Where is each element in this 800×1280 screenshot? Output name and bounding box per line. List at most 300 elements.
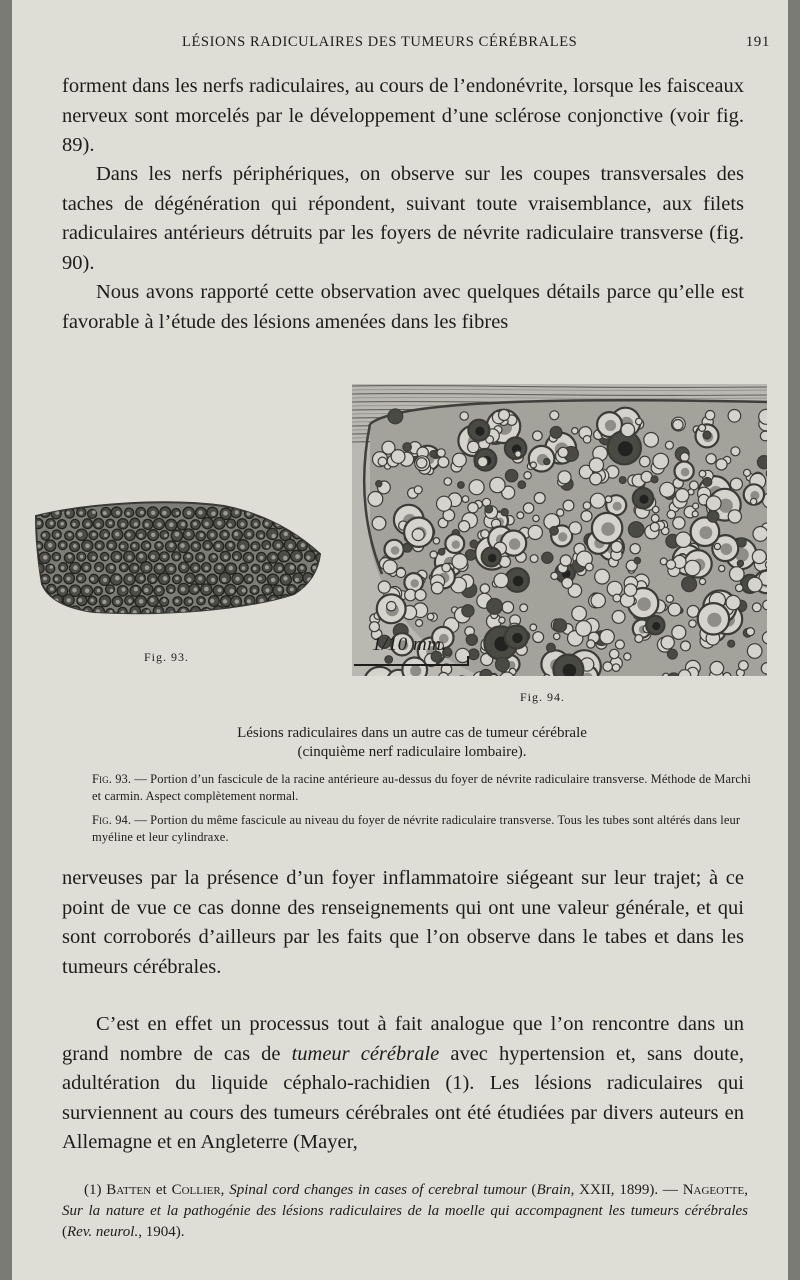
nerve-fiber-cell <box>612 611 625 624</box>
nerve-fiber-cell <box>288 544 293 549</box>
nerve-fiber-cell <box>163 555 167 559</box>
nerve-fiber-cell <box>378 581 390 593</box>
nerve-fiber-cell <box>315 529 324 540</box>
nerve-fiber-cell <box>91 577 95 581</box>
nerve-fiber-cell <box>156 609 160 613</box>
nerve-fiber-cell <box>550 427 562 439</box>
nerve-fiber-cell <box>391 450 405 464</box>
nerve-fiber-cell <box>636 418 643 425</box>
nerve-fiber-cell <box>318 533 322 537</box>
nerve-fiber-cell <box>218 588 222 592</box>
nerve-fiber-cell <box>763 600 767 610</box>
nerve-fiber-cell <box>431 582 443 594</box>
nerve-fiber-cell <box>635 635 643 643</box>
nerve-fiber-cell <box>134 587 138 591</box>
nerve-fiber-cell <box>534 493 545 504</box>
nerve-fiber-cell <box>150 598 154 602</box>
nerve-fiber-cell <box>210 599 214 603</box>
nerve-fiber-cell <box>281 509 290 518</box>
nerve-fiber-cell <box>533 515 539 521</box>
nerve-fiber-cell <box>121 545 125 549</box>
nerve-fiber-cell <box>469 480 484 495</box>
nerve-fiber-cell <box>634 557 640 563</box>
nerve-fiber-cell <box>551 572 558 579</box>
nerve-fiber-cell <box>453 453 467 467</box>
nerve-fiber-cell <box>122 565 126 569</box>
footnote <box>62 1180 748 1243</box>
nerve-fiber-cell <box>296 512 300 516</box>
nerve-fiber-cell <box>116 511 120 515</box>
nerve-fiber-cell <box>490 477 505 492</box>
nerve-fiber-cell <box>37 521 41 525</box>
nerve-fiber-cell <box>301 543 305 547</box>
nerve-fiber-cell <box>666 560 675 569</box>
figure-93-note-text: — Portion d’un fascicule de la racine antérieure au-dessus du foyer de névrite radiculaire transverse. Méthode de Marchi et carmin. Aspect complètement normal. <box>92 772 751 803</box>
nerve-fiber-cell <box>262 607 271 616</box>
nerve-fiber-cell <box>181 565 185 569</box>
nerve-fiber-cell <box>205 566 209 570</box>
nerve-fiber-cell <box>309 606 319 616</box>
nerve-fiber-cell <box>271 511 276 516</box>
page-number: 191 <box>745 34 770 50</box>
nerve-fiber-cell <box>512 633 522 643</box>
nerve-fiber-cell <box>226 609 235 618</box>
nerve-fiber-cell <box>610 649 619 658</box>
nerve-fiber-cell <box>157 565 161 569</box>
header-title: LÉSIONS RADICULAIRES DES TUMEURS CÉRÉBRALES <box>182 34 578 50</box>
caption-line-1: Lésions radiculaires dans un autre cas de tumeur cérébrale <box>237 725 587 741</box>
nerve-fiber-cell <box>110 566 114 570</box>
nerve-fiber-cell <box>229 543 233 547</box>
nerve-fiber-cell <box>613 502 622 511</box>
nerve-fiber-cell <box>55 577 58 580</box>
nerve-fiber-cell <box>128 577 132 581</box>
nerve-fiber-cell <box>499 617 505 623</box>
nerve-fiber-cell <box>299 520 308 529</box>
nerve-fiber-cell <box>452 540 460 548</box>
nerve-fiber-cell <box>444 478 452 486</box>
nerve-fiber-cell <box>707 511 719 523</box>
nerve-fiber-cell <box>681 641 691 651</box>
nerve-fiber-cell <box>211 512 215 516</box>
nerve-fiber-cell <box>716 459 727 470</box>
nerve-fiber-cell <box>248 577 252 581</box>
nerve-fiber-cell <box>278 587 282 591</box>
nerve-fiber-cell <box>100 552 108 560</box>
nerve-fiber-cell <box>265 522 269 526</box>
nerve-fiber-cell <box>187 578 191 582</box>
nerve-fiber-cell <box>452 554 467 569</box>
nerve-fiber-cell <box>692 511 698 517</box>
nerve-fiber-cell <box>651 514 659 522</box>
nerve-fiber-cell <box>283 576 287 580</box>
nerve-fiber-cell <box>750 498 756 504</box>
nerve-fiber-cell <box>680 453 689 462</box>
nerve-fiber-cell <box>731 447 740 456</box>
nerve-fiber-cell <box>295 554 300 559</box>
nerve-fiber-cell <box>672 625 686 639</box>
nerve-fiber-cell <box>314 587 318 591</box>
nerve-fiber-cell <box>50 521 54 525</box>
nerve-fiber-cell <box>478 457 488 467</box>
nerve-fiber-cell <box>146 544 150 548</box>
nerve-fiber-cell <box>290 588 294 592</box>
nerve-fiber-cell <box>624 584 636 596</box>
nerve-fiber-cell <box>320 511 323 514</box>
nerve-fiber-cell <box>241 611 245 615</box>
nerve-fiber-cell <box>68 533 72 537</box>
nerve-fiber-cell <box>80 555 84 559</box>
nerve-fiber-cell <box>653 453 669 469</box>
nerve-fiber-cell <box>90 599 94 603</box>
nerve-fiber-cell <box>563 500 574 511</box>
nerve-fiber-cell <box>265 565 269 569</box>
figure-93-label: Fig. 93. <box>144 650 190 664</box>
nerve-fiber-cell <box>313 611 317 615</box>
nerve-fiber-cell <box>666 595 673 602</box>
nerve-fiber-cell <box>673 517 685 529</box>
nerve-fiber-cell <box>283 510 287 514</box>
nerve-fiber-cell <box>668 649 678 659</box>
nerve-fiber-cell <box>693 503 699 509</box>
nerve-fiber-cell <box>699 578 705 584</box>
footnote-sep-1: , <box>220 1182 230 1198</box>
nerve-fiber-cell <box>760 431 767 441</box>
paragraph-3: Nous avons rapporté cette observation avec quelques détails parce qu’elle est favorable à l’étude des lésions amenées dans les fibres <box>62 281 744 333</box>
nerve-fiber-cell <box>307 600 311 604</box>
nerve-fiber-cell <box>139 599 144 604</box>
nerve-fiber-cell <box>88 509 97 518</box>
nerve-fiber-cell <box>501 509 508 516</box>
nerve-fiber-cell <box>85 566 89 570</box>
nerve-fiber-cell <box>515 451 521 457</box>
nerve-fiber-cell <box>562 578 573 589</box>
nerve-fiber-cell <box>72 610 76 614</box>
running-header <box>12 34 788 56</box>
nerve-fiber-cell <box>217 521 222 526</box>
nerve-fiber-cell <box>110 589 113 592</box>
nerve-fiber-cell <box>554 633 560 639</box>
nerve-fiber-cell <box>198 576 202 580</box>
nerve-fiber-cell <box>45 606 56 617</box>
nerve-fiber-cell <box>175 532 180 537</box>
nerve-fiber-cell <box>254 522 258 526</box>
footnote-journal-2: Rev. neurol. <box>67 1224 139 1240</box>
nerve-fiber-cell <box>682 577 697 592</box>
nerve-fiber-cell <box>109 544 113 548</box>
nerve-fiber-cell <box>228 523 232 527</box>
nerve-fiber-cell <box>676 489 689 502</box>
nerve-fiber-cell <box>127 512 131 516</box>
nerve-fiber-cell <box>235 577 239 581</box>
nerve-fiber-cell <box>104 533 108 537</box>
nerve-fiber-cell <box>496 658 510 672</box>
nerve-fiber-cell <box>652 622 660 630</box>
nerve-fiber-cell <box>509 538 520 549</box>
nerve-fiber-cell <box>44 599 48 603</box>
nerve-fiber-cell <box>480 584 489 593</box>
nerve-fiber-cell <box>721 543 733 555</box>
nerve-fiber-cell <box>439 549 445 555</box>
nerve-fiber-cell <box>728 510 741 523</box>
footnote-title-2: Sur la nature et la pathogénie des lésions radiculaires de la moelle qui accompagnent les tumeurs cérébrales <box>62 1203 748 1219</box>
nerve-fiber-cell <box>726 595 740 609</box>
nerve-fiber-cell <box>320 600 324 604</box>
nerve-fiber-cell <box>211 578 215 582</box>
nerve-fiber-cell <box>414 486 422 494</box>
nerve-fiber-cell <box>139 534 143 538</box>
nerve-fiber-cell <box>523 503 533 513</box>
figure-93-note <box>92 771 754 805</box>
nerve-fiber-cell <box>524 472 531 479</box>
nerve-fiber-cell <box>290 565 295 570</box>
nerve-fiber-cell <box>560 555 571 566</box>
nerve-fiber-cell <box>460 412 468 420</box>
nerve-fiber-cell <box>217 565 221 569</box>
nerve-fiber-cell <box>462 605 474 617</box>
nerve-fiber-cell <box>140 511 144 515</box>
nerve-fiber-cell <box>157 588 161 592</box>
nerve-fiber-cell <box>383 560 397 574</box>
figure-94-label: Fig. 94. <box>520 690 566 704</box>
nerve-fiber-cell <box>703 431 711 439</box>
nerve-fiber-cell <box>204 587 209 592</box>
nerve-fiber-cell <box>264 610 268 614</box>
footnote-sep-6: , 1904). <box>138 1224 185 1240</box>
nerve-fiber-cell <box>271 578 275 582</box>
nerve-fiber-cell <box>67 598 71 602</box>
nerve-fiber-cell <box>305 531 314 540</box>
nerve-fiber-cell <box>753 527 767 542</box>
nerve-fiber-cell <box>240 522 244 526</box>
nerve-fiber-cell <box>234 556 238 560</box>
nerve-fiber-cell <box>299 607 309 617</box>
nerve-fiber-cell <box>728 640 735 647</box>
nerve-fiber-cell <box>600 630 614 644</box>
nerve-fiber-cell <box>494 573 508 587</box>
nerve-fiber-cell <box>262 541 271 550</box>
nerve-fiber-cell <box>46 564 55 573</box>
nerve-fiber-cell <box>50 587 54 591</box>
nerve-fiber-cell <box>37 544 40 547</box>
footnote-author-3: Nageotte <box>682 1182 745 1198</box>
nerve-fiber-cell <box>737 538 746 547</box>
nerve-fiber-cell <box>212 555 215 558</box>
nerve-fiber-cell <box>199 555 203 559</box>
nerve-fiber-cell <box>542 552 553 563</box>
nerve-fiber-cell <box>92 556 96 560</box>
nerve-fiber-cell <box>550 411 559 420</box>
nerve-fiber-cell <box>652 506 659 513</box>
nerve-fiber-cell <box>169 543 173 547</box>
nerve-fiber-cell <box>306 556 310 560</box>
nerve-fiber-cell <box>412 529 424 541</box>
nerve-fiber-cell <box>301 609 305 613</box>
nerve-fiber-cell <box>216 544 220 548</box>
nerve-fiber-cell <box>595 569 610 584</box>
nerve-fiber-cell <box>60 522 64 526</box>
nerve-fiber-cell <box>289 611 293 615</box>
nerve-fiber-cell <box>505 470 517 482</box>
nerve-fiber-cell <box>437 496 452 511</box>
nerve-fiber-cell <box>748 577 763 592</box>
nerve-fiber-cell <box>253 610 257 614</box>
nerve-fiber-cell <box>621 423 635 437</box>
nerve-fiber-cell <box>145 523 149 527</box>
figure-93-micrograph <box>24 498 324 618</box>
nerve-fiber-cell <box>533 632 544 643</box>
nerve-fiber-cell <box>644 433 659 448</box>
nerve-fiber-cell <box>699 424 706 431</box>
nerve-fiber-cell <box>271 555 275 559</box>
nerve-fiber-cell <box>247 556 251 560</box>
nerve-fiber-cell <box>710 661 724 675</box>
footnote-sep-2: ( <box>526 1182 537 1198</box>
nerve-fiber-cell <box>761 663 767 675</box>
nerve-fiber-cell <box>312 566 316 570</box>
nerve-fiber-cell <box>78 577 82 581</box>
nerve-fiber-cell <box>146 610 149 613</box>
nerve-fiber-cell <box>533 431 543 441</box>
nerve-fiber-cell <box>228 611 231 614</box>
nerve-fiber-cell <box>68 554 72 558</box>
nerve-fiber-cell <box>550 527 559 536</box>
nerve-fiber-cell <box>613 594 621 602</box>
nerve-fiber-cell <box>676 532 691 547</box>
nerve-fiber-cell <box>668 603 681 616</box>
nerve-fiber-cell <box>163 598 167 602</box>
nerve-fiber-cell <box>737 560 743 566</box>
footnote-conjunction: et <box>151 1182 172 1198</box>
nerve-fiber-cell <box>583 502 591 510</box>
nerve-fiber-cell <box>558 532 567 541</box>
nerve-fiber-cell <box>558 471 571 484</box>
nerve-fiber-cell <box>283 556 288 561</box>
nerve-fiber-cell <box>242 589 246 593</box>
nerve-fiber-cell <box>309 541 319 551</box>
nerve-fiber-cell <box>175 599 179 603</box>
nerve-fiber-cell <box>487 599 503 615</box>
nerve-fiber-cell <box>590 493 605 508</box>
nerve-fiber-cell <box>591 593 605 607</box>
nerve-fiber-cell <box>607 581 622 596</box>
nerve-fiber-cell <box>470 540 478 548</box>
nerve-fiber-cell <box>502 602 514 614</box>
nerve-fiber-cell <box>145 566 150 571</box>
nerve-fiber-cell <box>640 456 651 467</box>
nerve-fiber-cell <box>157 522 161 526</box>
nerve-fiber-cell <box>85 588 90 593</box>
nerve-fiber-cell <box>272 534 276 538</box>
nerve-fiber-cell <box>55 556 58 559</box>
nerve-fiber-cell <box>388 409 403 424</box>
nerve-fiber-cell <box>618 441 633 456</box>
nerve-fiber-cell <box>605 496 612 503</box>
paragraph-1: forment dans les nerfs radiculaires, au cours de l’endonévrite, lorsque les faisceaux nerveux sont morcelés par le développement d’une sclérose conjonctive (voir fig. 89). <box>62 75 744 156</box>
nerve-fiber-cell <box>417 458 427 468</box>
nerve-fiber-cell <box>317 510 324 518</box>
nerve-fiber-cell <box>739 661 749 671</box>
nerve-fiber-cell <box>260 556 264 560</box>
nerve-fiber-cell <box>637 597 651 611</box>
nerve-fiber-cell <box>169 567 173 571</box>
nerve-fiber-cell <box>416 620 423 627</box>
nerve-fiber-cell <box>513 576 524 587</box>
nerve-fiber-cell <box>276 544 280 548</box>
nerve-fiber-cell <box>115 555 119 559</box>
nerve-fiber-cell <box>707 613 721 627</box>
nerve-fiber-cell <box>61 588 65 592</box>
nerve-fiber-cell <box>61 566 65 570</box>
nerve-fiber-cell <box>485 505 493 513</box>
nerve-fiber-cell <box>746 628 754 636</box>
nerve-fiber-cell <box>403 443 412 452</box>
nerve-fiber-cell <box>468 503 478 513</box>
nerve-fiber-cell <box>313 521 316 524</box>
nerve-fiber-cell <box>283 598 287 602</box>
nerve-fiber-cell <box>253 589 257 593</box>
nerve-fiber-cell <box>378 457 387 466</box>
nerve-fiber-cell <box>752 603 761 612</box>
nerve-fiber-cell <box>132 544 135 547</box>
nerve-fiber-cell <box>115 532 119 536</box>
nerve-fiber-cell <box>151 511 155 515</box>
nerve-fiber-cell <box>78 532 83 537</box>
nerve-fiber-cell <box>318 578 322 582</box>
nerve-fiber-cell <box>235 599 239 603</box>
nerve-fiber-cell <box>43 555 48 560</box>
nerve-fiber-cell <box>266 545 269 548</box>
nerve-fiber-cell <box>106 585 115 594</box>
nerve-fiber-cell <box>703 478 712 487</box>
footnote-sep-5: ( <box>62 1224 67 1240</box>
nerve-fiber-cell <box>187 554 191 558</box>
nerve-fiber-cell <box>499 410 510 421</box>
nerve-fiber-cell <box>292 596 301 605</box>
nerve-fiber-cell <box>612 664 620 672</box>
nerve-fiber-cell <box>757 456 767 469</box>
nerve-fiber-cell <box>430 551 437 558</box>
nerve-fiber-cell <box>56 533 60 537</box>
nerve-fiber-cell <box>581 511 592 522</box>
nerve-fiber-cell <box>714 543 720 549</box>
nerve-fiber-cell <box>660 482 675 497</box>
nerve-fiber-cell <box>301 523 304 526</box>
nerve-fiber-cell <box>62 609 66 613</box>
nerve-fiber-cell <box>368 492 383 507</box>
nerve-fiber-cell <box>48 610 52 614</box>
paragraph-5-text-a: C’est en effet un processus tout à fait analogue que l’on rencontre dans un grand nombre de cas de <box>62 1013 744 1065</box>
nerve-fiber-cell <box>223 533 227 537</box>
nerve-fiber-cell <box>97 589 100 592</box>
nerve-fiber-cell <box>200 533 204 537</box>
nerve-fiber-cell <box>250 607 261 618</box>
nerve-fiber-cell <box>585 563 593 571</box>
nerve-fiber-cell <box>628 522 644 538</box>
nerve-fiber-cell <box>151 533 155 537</box>
nerve-fiber-cell <box>73 565 78 570</box>
nerve-fiber-cell <box>730 567 745 582</box>
nerve-fiber-cell <box>121 587 125 591</box>
nerve-fiber-cell <box>553 619 566 632</box>
nerve-fiber-cell <box>242 566 246 570</box>
nerve-fiber-cell <box>587 640 595 648</box>
nerve-fiber-cell <box>181 587 186 592</box>
nerve-fiber-cell <box>369 622 379 632</box>
nerve-fiber-cell <box>286 607 297 618</box>
nerve-fiber-cell <box>187 511 192 516</box>
nerve-fiber-cell <box>102 600 106 604</box>
